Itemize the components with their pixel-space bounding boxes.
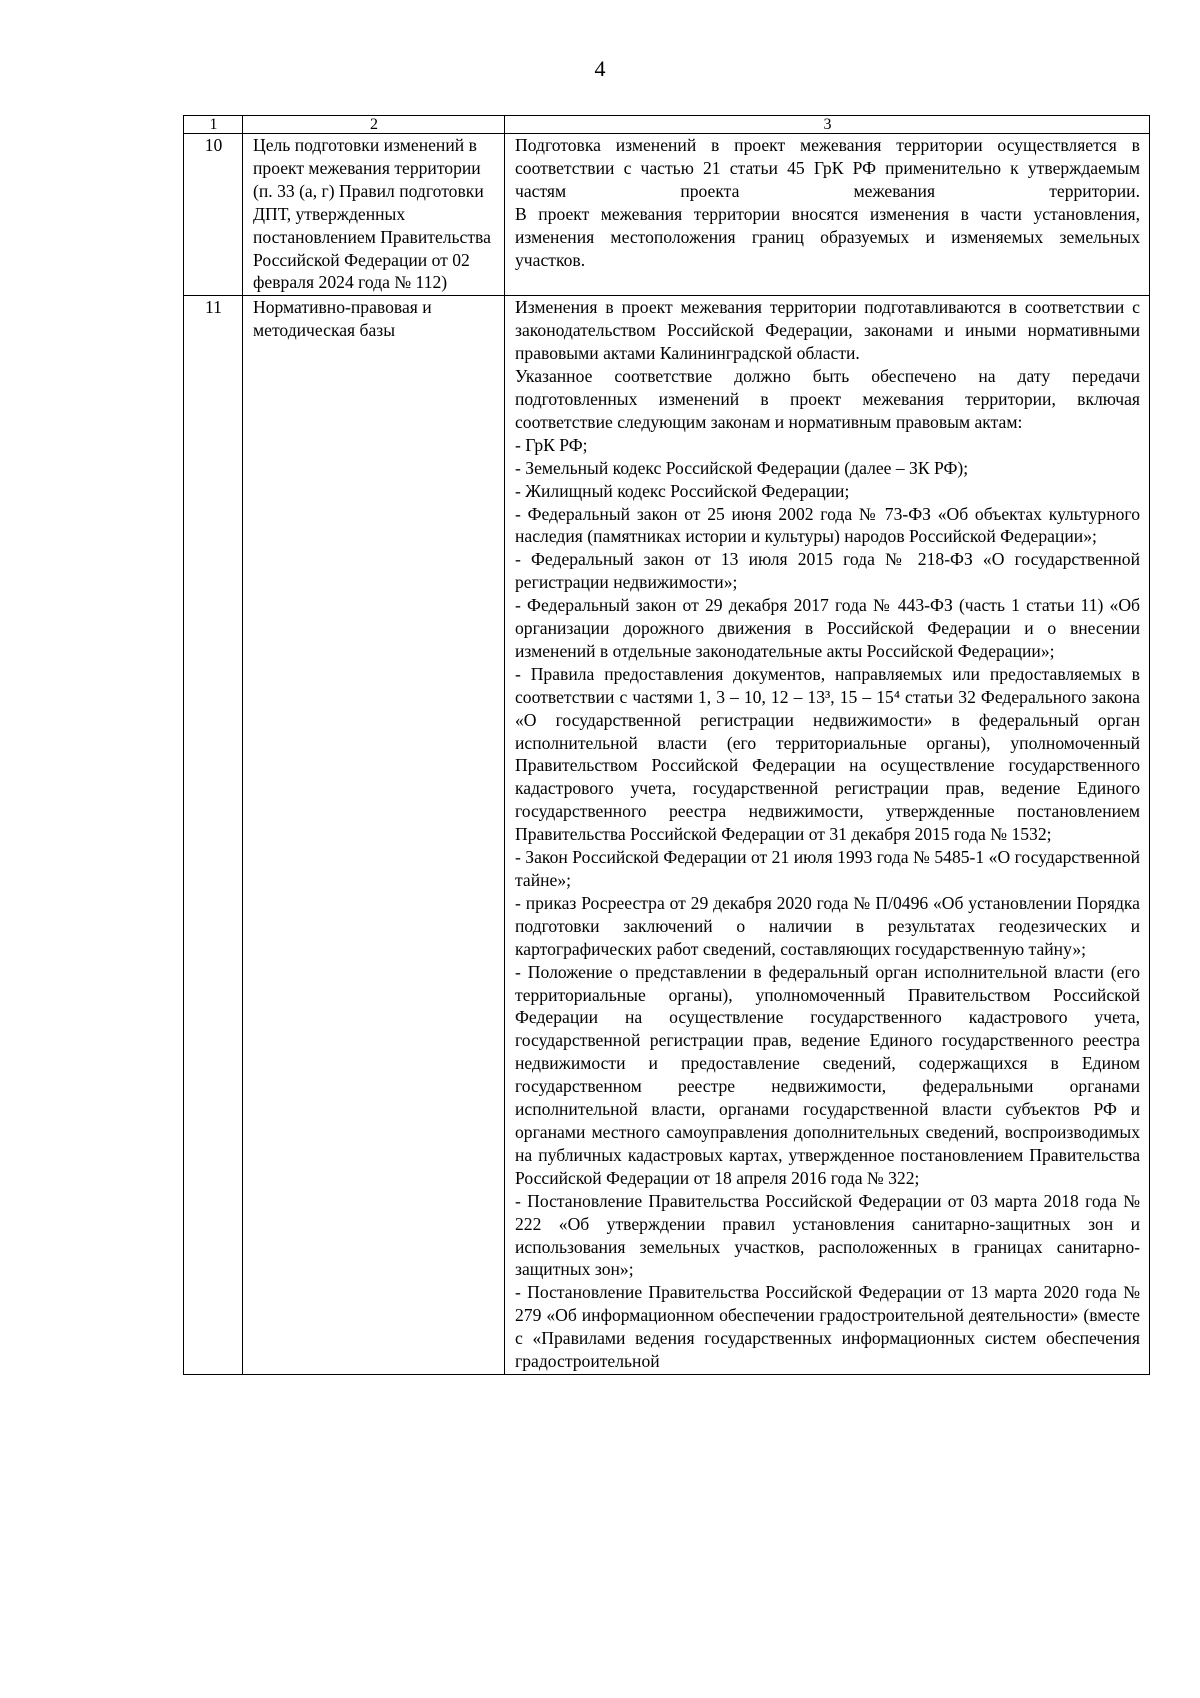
- list-item: - приказ Росреестра от 29 декабря 2020 года № П/0496 «Об установлении Порядка подготовки заключений о наличии в результатах геодезических и картографических работ сведений, составляющих государственную тайну»;: [515, 892, 1140, 959]
- header-cell-1: 1: [184, 116, 243, 134]
- list-item: - Федеральный закон от 29 декабря 2017 года № 443-ФЗ (часть 1 статьи 11) «Об организации дорожного движения в Российской Федерации и о внесении изменений в отдельные законодательные акты Российской Федерации»;: [515, 595, 1140, 661]
- row-content: [505, 134, 1150, 296]
- table-row: [184, 134, 1150, 296]
- paragraph: Указанное соответствие должно быть обеспечено на дату передачи подготовленных изменений в проект межевания территории, включая соответствие следующим законам и нормативным правовым актам:: [515, 366, 1140, 432]
- header-cell-3: 3: [505, 116, 1150, 134]
- paragraph: Изменения в проект межевания территории подготавливаются в соответствии с законодательством Российской Федерации, законами и иными нормативными правовыми актами Калининградской области.: [515, 297, 1140, 364]
- row-title: Цель подготовки изменений в проект межевания территории (п. 33 (а, г) Правил подготовки ДПТ, утвержденных постановлением Правительства Российской Федерации от 02 февраля 2024 года № 112): [243, 134, 505, 296]
- paragraph: В проект межевания территории вносятся изменения в части установления, изменения местоположения границ образуемых и изменяемых земельных участков.: [515, 203, 1140, 270]
- list-item: - ГрК РФ;: [515, 434, 588, 455]
- terms-table: [183, 115, 1150, 1375]
- paragraph: Подготовка изменений в проект межевания территории осуществляется в соответствии с частью 21 статьи 45 ГрК РФ применительно к утверждаемым частям проекта межевания территории.: [515, 135, 1140, 201]
- list-item: - Постановление Правительства Российской Федерации от 03 марта 2018 года № 222 «Об утверждении правил установления санитарно-защитных зон и использования земельных участков, расположенных в границах санитарно-защитных зон»;: [515, 1190, 1140, 1280]
- list-item: - Постановление Правительства Российской Федерации от 13 марта 2020 года № 279 «Об информационном обеспечении градостроительной деятельности» (вместе с «Правилами ведения государственных информационных систем обеспечения градостроительной: [515, 1282, 1140, 1372]
- table-row: [184, 296, 1150, 1375]
- list-item: - Земельный кодекс Российской Федерации (далее – ЗК РФ);: [515, 457, 969, 478]
- list-item: - Закон Российской Федерации от 21 июля 1993 года № 5485-1 «О государственной тайне»;: [515, 847, 1140, 890]
- list-item: - Положение о представлении в федеральный орган исполнительной власти (его территориальные органы), уполномоченный Правительством Российской Федерации на осуществление государственного кадастрового учета, государственной регистрации прав, ведение Единого государственного реестра недвижимости и предоставление сведений, содержащихся в Едином государственном реестре недвижимости, федеральными органами исполнительной власти, органами государственной власти субъектов РФ и органами местного самоуправления дополнительных сведений, воспроизводимых на публичных кадастровых картах, утвержденное постановлением Правительства Российской Федерации от 18 апреля 2016 года № 322;: [515, 961, 1140, 1188]
- list-item: - Правила предоставления документов, направляемых или предоставляемых в соответствии с частями 1, 3 – 10, 12 – 13³, 15 – 15⁴ статьи 32 Федерального закона «О государственной регистрации недвижимости» в федеральный орган исполнительной власти (его территориальные органы), уполномоченный Правительством Российской Федерации на осуществление государственного кадастрового учета, государственной регистрации прав, ведение Единого государственного реестра недвижимости, утвержденные постановлением Правительства Российской Федерации от 31 декабря 2015 года № 1532;: [515, 663, 1140, 845]
- list-item: - Жилищный кодекс Российской Федерации;: [515, 480, 850, 501]
- row-title: Нормативно-правовая и методическая базы: [243, 296, 505, 1375]
- row-number: 10: [184, 134, 243, 296]
- row-number: 11: [184, 296, 243, 1375]
- table-header-row: [184, 116, 1150, 134]
- header-cell-2: 2: [243, 116, 505, 134]
- row-content: [505, 296, 1150, 1375]
- list-item: - Федеральный закон от 13 июля 2015 года № 218-ФЗ «О государственной регистрации недвижимости»;: [515, 549, 1140, 593]
- list-item: - Федеральный закон от 25 июня 2002 года № 73-ФЗ «Об объектах культурного наследия (памятниках истории и культуры) народов Российской Федерации»;: [515, 503, 1140, 547]
- page-number: 4: [594, 56, 606, 81]
